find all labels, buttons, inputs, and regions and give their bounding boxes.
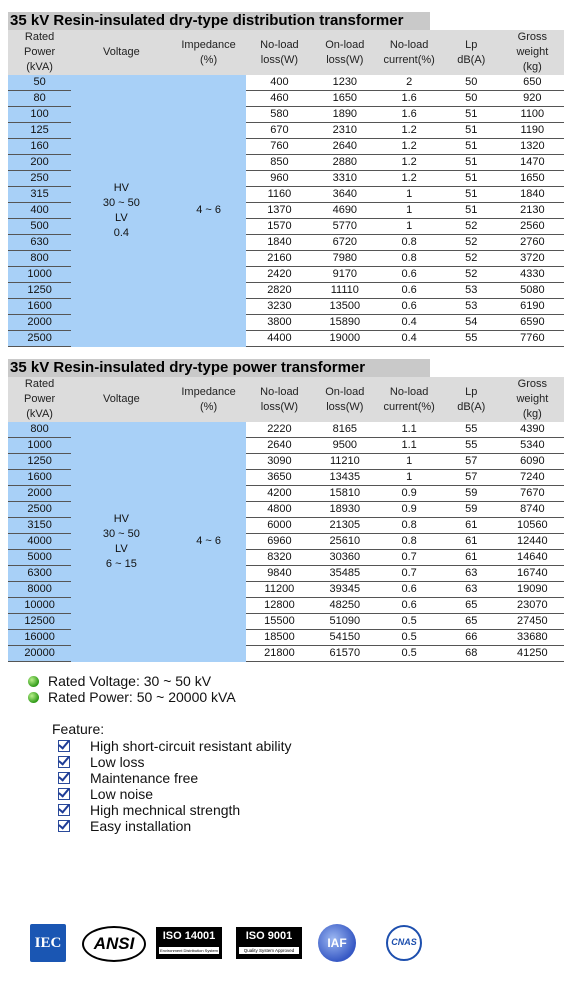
feature-item: Easy installation (58, 818, 191, 834)
cell-gross-weight: 27450 (501, 614, 564, 630)
cell-rated-power: 630 (8, 235, 71, 251)
cell-lp: 57 (442, 470, 501, 486)
cell-onload-loss: 5770 (313, 219, 376, 235)
cell-lp: 50 (442, 75, 501, 91)
rating-voltage: Rated Voltage: 30 ~ 50 kV (28, 673, 211, 689)
cell-rated-power: 3150 (8, 518, 71, 534)
cell-lp: 53 (442, 299, 501, 315)
cell-rated-power: 2500 (8, 331, 71, 347)
cell-onload-loss: 61570 (313, 646, 376, 662)
cell-noload-loss: 8320 (246, 550, 314, 566)
cell-gross-weight: 1840 (501, 187, 564, 203)
voltage-line: LV (115, 211, 128, 224)
cell-noload-loss: 1370 (246, 203, 314, 219)
cell-impedance: 4 ~ 6 (172, 75, 246, 347)
header-rated-power: Rated Power (kVA) (8, 30, 71, 75)
voltage-line: HV (113, 512, 129, 525)
header-gross-weight: Gross weight (kg) (501, 30, 564, 75)
cell-gross-weight: 7760 (501, 331, 564, 347)
cell-lp: 51 (442, 187, 501, 203)
cell-lp: 55 (442, 422, 501, 438)
cell-noload-loss: 460 (246, 91, 314, 107)
cell-noload-current: 1.1 (376, 422, 441, 438)
header-noload-current: No-load current(%) (376, 30, 441, 75)
cell-gross-weight: 23070 (501, 598, 564, 614)
cell-rated-power: 500 (8, 219, 71, 235)
cell-onload-loss: 7980 (313, 251, 376, 267)
cell-gross-weight: 2760 (501, 235, 564, 251)
cell-rated-power: 100 (8, 107, 71, 123)
cell-noload-current: 0.8 (376, 534, 441, 550)
cell-rated-power: 2000 (8, 486, 71, 502)
cell-noload-current: 0.8 (376, 251, 441, 267)
cell-rated-power: 10000 (8, 598, 71, 614)
table2-title: 35 kV Resin-insulated dry-type power transformer (8, 359, 430, 377)
cell-gross-weight: 5080 (501, 283, 564, 299)
cell-gross-weight: 10560 (501, 518, 564, 534)
cell-lp: 63 (442, 566, 501, 582)
feature-item: Maintenance free (58, 770, 198, 786)
cell-rated-power: 800 (8, 422, 71, 438)
cell-gross-weight: 4330 (501, 267, 564, 283)
cell-noload-current: 0.6 (376, 598, 441, 614)
cell-onload-loss: 25610 (313, 534, 376, 550)
cell-gross-weight: 16740 (501, 566, 564, 582)
green-dot-icon (28, 676, 39, 687)
cell-lp: 52 (442, 267, 501, 283)
cell-noload-current: 1.1 (376, 438, 441, 454)
cell-noload-loss: 1160 (246, 187, 314, 203)
cell-gross-weight: 6090 (501, 454, 564, 470)
cell-lp: 52 (442, 251, 501, 267)
cell-lp: 61 (442, 518, 501, 534)
cell-noload-current: 0.6 (376, 299, 441, 315)
cell-noload-current: 1.6 (376, 107, 441, 123)
cell-onload-loss: 2310 (313, 123, 376, 139)
cell-noload-current: 1 (376, 470, 441, 486)
header-impedance: Impedance (%) (172, 30, 246, 75)
voltage-line: 6 ~ 15 (105, 557, 137, 570)
cell-onload-loss: 15810 (313, 486, 376, 502)
cell-noload-loss: 6000 (246, 518, 314, 534)
cell-voltage (71, 75, 171, 347)
header-row (8, 377, 564, 422)
cell-lp: 51 (442, 203, 501, 219)
header-noload-loss: No-load loss(W) (246, 30, 314, 75)
cell-onload-loss: 18930 (313, 502, 376, 518)
cell-rated-power: 400 (8, 203, 71, 219)
cell-gross-weight: 4390 (501, 422, 564, 438)
cell-rated-power: 80 (8, 91, 71, 107)
iso9001-logo: ISO 9001 Quality System Approved (236, 927, 302, 959)
checkbox-checked-icon (58, 740, 70, 752)
cell-onload-loss: 48250 (313, 598, 376, 614)
cell-noload-loss: 6960 (246, 534, 314, 550)
cell-lp: 52 (442, 219, 501, 235)
header-rated-power: Rated Power (kVA) (8, 377, 71, 422)
cell-lp: 63 (442, 582, 501, 598)
cell-noload-current: 0.6 (376, 582, 441, 598)
cell-lp: 66 (442, 630, 501, 646)
cell-lp: 51 (442, 107, 501, 123)
cell-onload-loss: 2640 (313, 139, 376, 155)
header-voltage: Voltage (71, 377, 171, 422)
cell-noload-loss: 1840 (246, 235, 314, 251)
cell-noload-current: 0.8 (376, 235, 441, 251)
cnas-logo: CNAS (386, 925, 422, 961)
cell-noload-loss: 4800 (246, 502, 314, 518)
cell-noload-current: 1.2 (376, 139, 441, 155)
voltage-line: LV (115, 542, 128, 555)
cell-lp: 57 (442, 454, 501, 470)
iec-logo: IEC (30, 924, 66, 962)
cell-noload-loss: 4400 (246, 331, 314, 347)
cell-gross-weight: 12440 (501, 534, 564, 550)
cell-noload-loss: 3090 (246, 454, 314, 470)
cell-noload-current: 0.8 (376, 518, 441, 534)
cell-lp: 54 (442, 315, 501, 331)
cell-gross-weight: 6590 (501, 315, 564, 331)
table-row (8, 422, 564, 438)
cell-onload-loss: 2880 (313, 155, 376, 171)
cell-noload-loss: 2420 (246, 267, 314, 283)
cell-onload-loss: 1890 (313, 107, 376, 123)
cell-lp: 53 (442, 283, 501, 299)
cell-noload-loss: 15500 (246, 614, 314, 630)
feature-title: Feature: (52, 721, 105, 737)
cell-gross-weight: 19090 (501, 582, 564, 598)
cell-rated-power: 50 (8, 75, 71, 91)
header-onload-loss: On-load loss(W) (313, 30, 376, 75)
checkbox-checked-icon (58, 804, 70, 816)
cell-onload-loss: 11210 (313, 454, 376, 470)
feature-item: High mechnical strength (58, 802, 240, 818)
cell-onload-loss: 4690 (313, 203, 376, 219)
header-noload-loss: No-load loss(W) (246, 377, 314, 422)
cell-lp: 61 (442, 550, 501, 566)
cell-rated-power: 800 (8, 251, 71, 267)
cell-noload-current: 0.5 (376, 630, 441, 646)
cell-rated-power: 1600 (8, 470, 71, 486)
cell-noload-current: 0.6 (376, 283, 441, 299)
cell-lp: 65 (442, 614, 501, 630)
cell-noload-current: 0.5 (376, 646, 441, 662)
cell-rated-power: 160 (8, 139, 71, 155)
cell-gross-weight: 3720 (501, 251, 564, 267)
checkbox-checked-icon (58, 788, 70, 800)
checkbox-checked-icon (58, 756, 70, 768)
cell-noload-loss: 9840 (246, 566, 314, 582)
cell-noload-current: 1.2 (376, 171, 441, 187)
cell-onload-loss: 6720 (313, 235, 376, 251)
cell-noload-current: 0.7 (376, 550, 441, 566)
cell-gross-weight: 2130 (501, 203, 564, 219)
table-row (8, 75, 564, 91)
cell-noload-current: 0.5 (376, 614, 441, 630)
ansi-logo: ANSI (82, 926, 144, 960)
cell-onload-loss: 30360 (313, 550, 376, 566)
header-impedance: Impedance (%) (172, 377, 246, 422)
feature-item: Low noise (58, 786, 153, 802)
cell-gross-weight: 1320 (501, 139, 564, 155)
cell-noload-loss: 960 (246, 171, 314, 187)
cell-gross-weight: 1190 (501, 123, 564, 139)
table1-title: 35 kV Resin-insulated dry-type distribution transformer (8, 12, 430, 30)
cell-noload-loss: 21800 (246, 646, 314, 662)
cell-lp: 68 (442, 646, 501, 662)
rating-power: Rated Power: 50 ~ 20000 kVA (28, 689, 236, 705)
header-noload-current: No-load current(%) (376, 377, 441, 422)
green-dot-icon (28, 692, 39, 703)
feature-item: High short-circuit resistant ability (58, 738, 292, 754)
cell-rated-power: 6300 (8, 566, 71, 582)
cell-lp: 55 (442, 438, 501, 454)
cell-onload-loss: 21305 (313, 518, 376, 534)
cell-noload-current: 1.2 (376, 123, 441, 139)
cell-lp: 50 (442, 91, 501, 107)
cell-lp: 51 (442, 171, 501, 187)
iso14001-logo: ISO 14001 Environment Distribution System (156, 927, 222, 959)
cell-rated-power: 12500 (8, 614, 71, 630)
cell-noload-loss: 760 (246, 139, 314, 155)
cell-gross-weight: 41250 (501, 646, 564, 662)
certification-logos (30, 924, 450, 964)
cell-noload-loss: 2820 (246, 283, 314, 299)
cell-noload-current: 1 (376, 454, 441, 470)
cell-onload-loss: 3640 (313, 187, 376, 203)
cell-noload-loss: 2160 (246, 251, 314, 267)
cell-lp: 51 (442, 139, 501, 155)
cell-gross-weight: 1100 (501, 107, 564, 123)
cell-noload-loss: 18500 (246, 630, 314, 646)
cell-gross-weight: 6190 (501, 299, 564, 315)
cell-lp: 59 (442, 486, 501, 502)
cell-noload-loss: 3230 (246, 299, 314, 315)
cell-rated-power: 200 (8, 155, 71, 171)
cell-onload-loss: 13500 (313, 299, 376, 315)
cell-gross-weight: 33680 (501, 630, 564, 646)
cell-rated-power: 8000 (8, 582, 71, 598)
cell-rated-power: 1600 (8, 299, 71, 315)
cell-gross-weight: 7240 (501, 470, 564, 486)
cell-rated-power: 20000 (8, 646, 71, 662)
header-row (8, 30, 564, 75)
cell-rated-power: 125 (8, 123, 71, 139)
cell-noload-current: 0.4 (376, 331, 441, 347)
cell-rated-power: 250 (8, 171, 71, 187)
cell-lp: 51 (442, 155, 501, 171)
cell-onload-loss: 51090 (313, 614, 376, 630)
cell-onload-loss: 9170 (313, 267, 376, 283)
cell-gross-weight: 7670 (501, 486, 564, 502)
cell-noload-loss: 3650 (246, 470, 314, 486)
cell-noload-loss: 2640 (246, 438, 314, 454)
cell-lp: 59 (442, 502, 501, 518)
cell-noload-current: 0.4 (376, 315, 441, 331)
cell-noload-current: 1.6 (376, 91, 441, 107)
cell-gross-weight: 920 (501, 91, 564, 107)
cell-voltage (71, 422, 171, 662)
checkbox-checked-icon (58, 772, 70, 784)
cell-rated-power: 1250 (8, 283, 71, 299)
cell-impedance: 4 ~ 6 (172, 422, 246, 662)
cell-rated-power: 1000 (8, 267, 71, 283)
cell-onload-loss: 54150 (313, 630, 376, 646)
cell-noload-loss: 11200 (246, 582, 314, 598)
cell-rated-power: 16000 (8, 630, 71, 646)
voltage-line: HV (113, 181, 129, 194)
cell-onload-loss: 13435 (313, 470, 376, 486)
checkbox-checked-icon (58, 820, 70, 832)
cell-lp: 55 (442, 331, 501, 347)
cell-rated-power: 4000 (8, 534, 71, 550)
cell-noload-current: 2 (376, 75, 441, 91)
distribution-spec-table (8, 30, 564, 347)
cell-onload-loss: 8165 (313, 422, 376, 438)
cell-gross-weight: 8740 (501, 502, 564, 518)
cell-rated-power: 2500 (8, 502, 71, 518)
voltage-line: 30 ~ 50 (102, 527, 140, 540)
voltage-line: 30 ~ 50 (102, 196, 140, 209)
cell-onload-loss: 1230 (313, 75, 376, 91)
cell-onload-loss: 15890 (313, 315, 376, 331)
cell-lp: 65 (442, 598, 501, 614)
cell-noload-current: 0.9 (376, 502, 441, 518)
cell-rated-power: 2000 (8, 315, 71, 331)
cell-onload-loss: 11110 (313, 283, 376, 299)
cell-gross-weight: 2560 (501, 219, 564, 235)
iaf-logo: IAF (318, 924, 356, 962)
cell-noload-current: 0.7 (376, 566, 441, 582)
cell-rated-power: 315 (8, 187, 71, 203)
cell-noload-loss: 850 (246, 155, 314, 171)
cell-noload-loss: 400 (246, 75, 314, 91)
cell-noload-loss: 580 (246, 107, 314, 123)
cell-noload-current: 0.6 (376, 267, 441, 283)
cell-lp: 51 (442, 123, 501, 139)
cell-rated-power: 1000 (8, 438, 71, 454)
header-gross-weight: Gross weight (kg) (501, 377, 564, 422)
cell-onload-loss: 9500 (313, 438, 376, 454)
header-lp: Lp dB(A) (442, 30, 501, 75)
cell-rated-power: 5000 (8, 550, 71, 566)
cell-noload-loss: 670 (246, 123, 314, 139)
cell-onload-loss: 1650 (313, 91, 376, 107)
cell-onload-loss: 19000 (313, 331, 376, 347)
cell-lp: 52 (442, 235, 501, 251)
cell-gross-weight: 650 (501, 75, 564, 91)
cell-noload-loss: 4200 (246, 486, 314, 502)
cell-gross-weight: 5340 (501, 438, 564, 454)
header-onload-loss: On-load loss(W) (313, 377, 376, 422)
cell-noload-current: 0.9 (376, 486, 441, 502)
cell-noload-current: 1 (376, 187, 441, 203)
cell-noload-current: 1.2 (376, 155, 441, 171)
cell-noload-loss: 3800 (246, 315, 314, 331)
cell-onload-loss: 3310 (313, 171, 376, 187)
header-lp: Lp dB(A) (442, 377, 501, 422)
cell-gross-weight: 14640 (501, 550, 564, 566)
cell-noload-loss: 12800 (246, 598, 314, 614)
power-spec-table (8, 377, 564, 662)
cell-gross-weight: 1470 (501, 155, 564, 171)
cell-gross-weight: 1650 (501, 171, 564, 187)
header-voltage: Voltage (71, 30, 171, 75)
voltage-line: 0.4 (113, 226, 130, 239)
cell-lp: 61 (442, 534, 501, 550)
cell-noload-loss: 2220 (246, 422, 314, 438)
cell-noload-current: 1 (376, 219, 441, 235)
cell-noload-current: 1 (376, 203, 441, 219)
cell-onload-loss: 39345 (313, 582, 376, 598)
cell-noload-loss: 1570 (246, 219, 314, 235)
cell-rated-power: 1250 (8, 454, 71, 470)
cell-onload-loss: 35485 (313, 566, 376, 582)
feature-item: Low loss (58, 754, 144, 770)
